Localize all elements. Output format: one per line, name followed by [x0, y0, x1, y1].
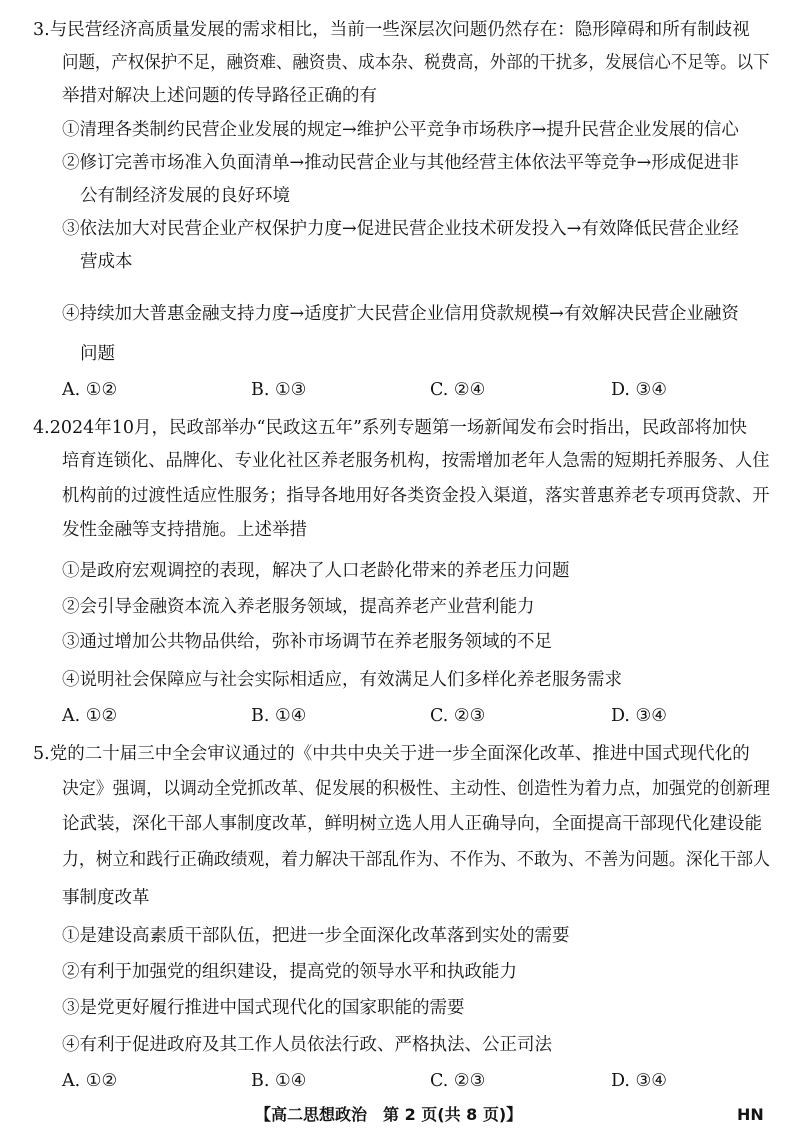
option-b[interactable]: B. ①③ — [251, 380, 307, 400]
question-stem-line: 3.与民营经济高质量发展的需求相比，当前一些深层次问题仍然存在：隐形障碍和所有制歧视 — [33, 20, 750, 40]
option-a[interactable]: A. ①② — [62, 1071, 118, 1091]
statement-1: ①是政府宏观调控的表现，解决了人口老龄化带来的养老压力问题 — [62, 561, 570, 581]
footer-region-code: HN — [737, 1105, 764, 1124]
statement-1: ①清理各类制约民营企业发展的规定→维护公平竞争市场秩序→提升民营企业发展的信心 — [62, 120, 739, 140]
statement-2: ②修订完善市场准入负面清单→推动民营企业与其他经营主体依法平等竞争→形成促进非 — [62, 153, 739, 173]
statement-4: ④持续加大普惠金融支持力度→适度扩大民营企业信用贷款规模→有效解决民营企业融资 — [62, 304, 739, 324]
question-stem-line: 力，树立和践行正确政绩观，着力解决干部乱作为、不作为、不敢为、不善为问题。深化干部人 — [62, 850, 771, 870]
option-d[interactable]: D. ③④ — [611, 1071, 667, 1091]
option-c[interactable]: C. ②③ — [430, 706, 486, 726]
question-stem-line: 发性金融等支持措施。上述举措 — [62, 520, 307, 540]
question-stem-line: 机构前的过渡性适应性服务；指导各地用好各类资金投入渠道，落实普惠养老专项再贷款、开 — [62, 486, 770, 506]
statement-2-cont: 公有制经济发展的良好环境 — [80, 186, 290, 206]
question-stem-line: 论武装，深化干部人事制度改革，鲜明树立选人用人正确导向，全面提高干部现代化建设能 — [62, 814, 762, 834]
statement-2: ②有利于加强党的组织建设，提高党的领导水平和执政能力 — [62, 962, 517, 982]
page-footer — [0, 1102, 800, 1128]
option-b[interactable]: B. ①④ — [251, 1071, 307, 1091]
footer-page-info: 【高二思想政治 第 2 页(共 8 页)】 — [255, 1105, 523, 1124]
statement-3: ③通过增加公共物品供给，弥补市场调节在养老服务领域的不足 — [62, 632, 552, 652]
option-a[interactable]: A. ①② — [62, 706, 118, 726]
option-a[interactable]: A. ①② — [62, 380, 118, 400]
question-stem-line: 事制度改革 — [62, 888, 150, 908]
options-row — [0, 1069, 800, 1093]
option-d[interactable]: D. ③④ — [611, 706, 667, 726]
question-stem-line: 决定》强调，以调动全党抓改革、促发展的积极性、主动性、创造性为着力点，加强党的创新理 — [62, 779, 771, 799]
question-stem-line: 4.2024年10月，民政部举办“民政这五年”系列专题第一场新闻发布会时指出，民政部将加快 — [33, 418, 747, 438]
question-stem-line: 培育连锁化、品牌化、专业化社区养老服务机构，按需增加老年人急需的短期托养服务、人住 — [62, 451, 770, 471]
statement-3-cont: 营成本 — [80, 252, 133, 272]
option-b[interactable]: B. ①④ — [251, 706, 307, 726]
option-d[interactable]: D. ③④ — [611, 380, 667, 400]
option-c[interactable]: C. ②④ — [430, 380, 486, 400]
statement-2: ②会引导金融资本流入养老服务领域，提高养老产业营利能力 — [62, 597, 535, 617]
question-stem-line: 问题，产权保护不足，融资难、融资贵、成本杂、税费高，外部的干扰多，发展信心不足等。以下 — [62, 53, 770, 73]
options-row — [0, 704, 800, 728]
question-stem-line: 举措对解决上述问题的传导路径正确的有 — [62, 86, 377, 106]
options-row — [0, 378, 800, 402]
statement-4-cont: 问题 — [80, 344, 115, 364]
statement-3: ③依法加大对民营企业产权保护力度→促进民营企业技术研发投入→有效降低民营企业经 — [62, 219, 739, 239]
statement-4: ④有利于促进政府及其工作人员依法行政、严格执法、公正司法 — [62, 1035, 552, 1055]
question-stem-line: 5.党的二十届三中全会审议通过的《中共中央关于进一步全面深化改革、推进中国式现代化的 — [33, 744, 750, 764]
statement-1: ①是建设高素质干部队伍，把进一步全面深化改革落到实处的需要 — [62, 926, 570, 946]
statement-3: ③是党更好履行推进中国式现代化的国家职能的需要 — [62, 998, 465, 1018]
option-c[interactable]: C. ②③ — [430, 1071, 486, 1091]
statement-4: ④说明社会保障应与社会实际相适应，有效满足人们多样化养老服务需求 — [62, 670, 622, 690]
